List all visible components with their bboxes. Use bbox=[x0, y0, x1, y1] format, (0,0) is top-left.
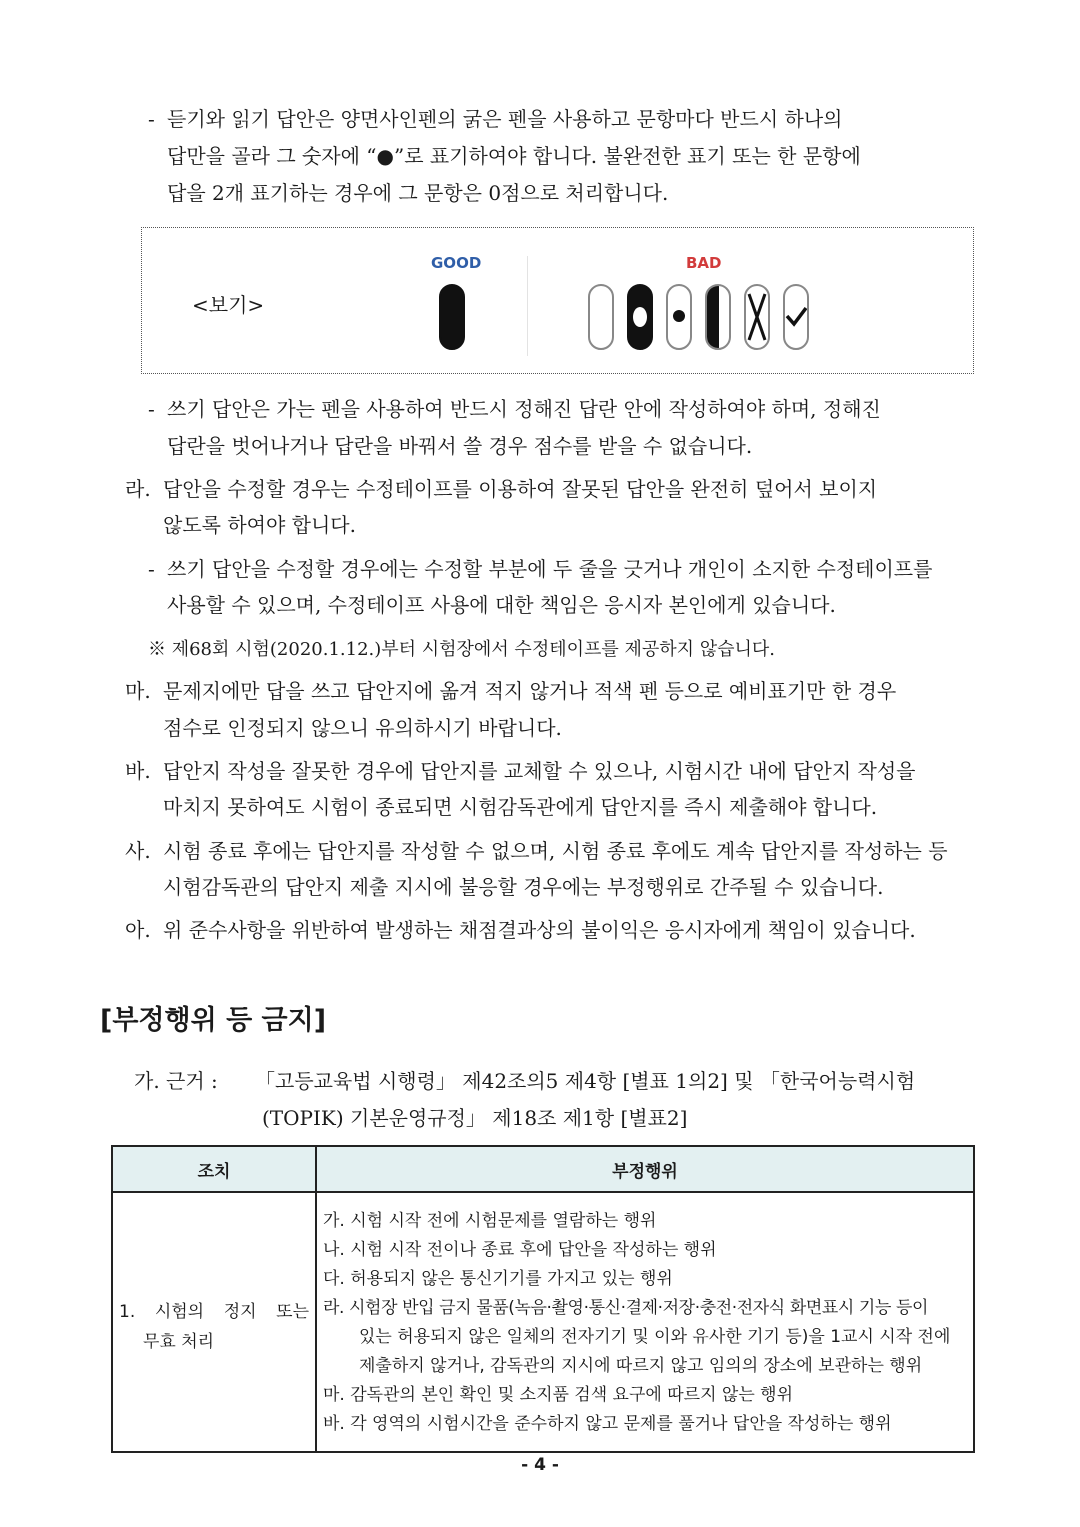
paragraph-line: 답을 2개 표기하는 경우에 그 문항은 0점으로 처리합니다. bbox=[167, 181, 669, 205]
bad-dot-bubble-icon bbox=[666, 284, 692, 350]
bullet-dash: - bbox=[148, 397, 155, 421]
paragraph-line: 시험감독관의 답안지 제출 지시에 불응할 경우에는 부정행위로 간주될 수 있습니다. bbox=[163, 875, 884, 899]
paragraph-line: 듣기와 읽기 답안은 양면사인펜의 굵은 펜을 사용하고 문항마다 반드시 하나의 bbox=[167, 107, 843, 131]
action-text: 1. 시험의 정지 또는 bbox=[119, 1302, 309, 1322]
list-marker: 마. bbox=[125, 679, 151, 703]
paragraph-line: 답안지 작성을 잘못한 경우에 답안지를 교체할 수 있으나, 시험시간 내에 답안지 작성을 bbox=[163, 759, 916, 783]
paragraph-line: 문제지에만 답을 쓰고 답안지에 옮겨 적지 않거나 적색 펜 등으로 예비표기만 한 경우 bbox=[163, 679, 897, 703]
violation-item: 다. 허용되지 않은 통신기기를 가지고 있는 행위 bbox=[323, 1269, 673, 1289]
example-label: <보기> bbox=[192, 293, 265, 317]
violations-cell bbox=[316, 1192, 974, 1452]
table-header-row bbox=[112, 1146, 974, 1192]
header-action: 조치 bbox=[112, 1146, 316, 1192]
violation-item: 나. 시험 시작 전이나 종료 후에 답안을 작성하는 행위 bbox=[323, 1240, 717, 1260]
violation-item: 바. 각 영역의 시험시간을 준수하지 않고 문제를 풀거나 답안을 작성하는 행위 bbox=[323, 1414, 892, 1434]
table-row bbox=[112, 1192, 974, 1452]
paragraph-line: 답란을 벗어나거나 답란을 바꿔서 쓸 경우 점수를 받을 수 없습니다. bbox=[167, 434, 753, 458]
action-cell bbox=[112, 1192, 316, 1452]
list-marker: 바. bbox=[125, 759, 151, 783]
bad-empty-bubble-icon bbox=[588, 284, 614, 350]
bad-x-bubble-icon bbox=[744, 284, 770, 350]
violation-item: 라. 시험장 반입 금지 물품(녹음·촬영·통신·결제·저장·충전·전자식 화면표시 기능 등이 bbox=[323, 1298, 929, 1318]
action-text: 무효 처리 bbox=[143, 1332, 215, 1352]
basis-line: 「고등교육법 시행령」 제42조의5 제4항 [별표 1의2] 및 「한국어능력시험 bbox=[255, 1069, 916, 1093]
paragraph-line: 점수로 인정되지 않으니 유의하시기 바랍니다. bbox=[163, 716, 562, 740]
paragraph-line: 답안을 수정할 경우는 수정테이프를 이용하여 잘못된 답안을 완전히 덮어서 보이지 bbox=[163, 477, 878, 501]
violation-item: 가. 시험 시작 전에 시험문제를 열람하는 행위 bbox=[323, 1211, 657, 1231]
bullet-dash: - bbox=[148, 107, 155, 131]
violation-item: 마. 감독관의 본인 확인 및 소지품 검색 요구에 따르지 않는 행위 bbox=[323, 1385, 793, 1405]
paragraph-line: 사용할 수 있으며, 수정테이프 사용에 대한 책임은 응시자 본인에게 있습니다. bbox=[167, 593, 836, 617]
good-filled-bubble-icon bbox=[439, 284, 465, 350]
violation-table bbox=[111, 1145, 975, 1453]
marking-example-box bbox=[141, 227, 974, 374]
paragraph-line: 시험 종료 후에는 답안지를 작성할 수 없으며, 시험 종료 후에도 계속 답안지를 작성하는 등 bbox=[163, 839, 948, 863]
bad-ring-bubble-icon bbox=[627, 284, 653, 350]
paragraph-line: 마치지 못하여도 시험이 종료되면 시험감독관에게 답안지를 즉시 제출해야 합니다. bbox=[163, 795, 878, 819]
basis-marker: 가. 근거 : bbox=[134, 1069, 218, 1093]
bullet-dash: - bbox=[148, 557, 155, 581]
bad-label: BAD bbox=[686, 254, 722, 272]
paragraph-line: 쓰기 답안을 수정할 경우에는 수정할 부분에 두 줄을 긋거나 개인이 소지한 수정테이프를 bbox=[167, 557, 933, 581]
bad-half-bubble-icon bbox=[705, 284, 731, 350]
example-divider bbox=[527, 256, 528, 356]
list-marker: 사. bbox=[125, 839, 151, 863]
bad-check-bubble-icon bbox=[783, 284, 809, 350]
basis-line: (TOPIK) 기본운영규정」 제18조 제1항 [별표2] bbox=[262, 1106, 688, 1130]
note-text: ※ 제68회 시험(2020.1.12.)부터 시험장에서 수정테이프를 제공하지 않습니다. bbox=[148, 639, 776, 660]
paragraph-line: 위 준수사항을 위반하여 발생하는 채점결과상의 불이익은 응시자에게 책임이 있습니다. bbox=[163, 918, 916, 942]
violation-item-continued: 제출하지 않거나, 감독관의 지시에 따르지 않고 임의의 장소에 보관하는 행위 bbox=[359, 1356, 923, 1376]
list-marker: 라. bbox=[125, 477, 151, 501]
page-number: - 4 - bbox=[521, 1455, 559, 1475]
paragraph-line: 쓰기 답안은 가는 펜을 사용하여 반드시 정해진 답란 안에 작성하여야 하며, 정해진 bbox=[167, 397, 881, 421]
header-violation: 부정행위 bbox=[316, 1146, 974, 1192]
list-marker: 아. bbox=[125, 918, 151, 942]
paragraph-line: 않도록 하여야 합니다. bbox=[163, 513, 356, 537]
violation-item-continued: 있는 허용되지 않은 일체의 전자기기 및 이와 유사한 기기 등)을 1교시 시작 전에 bbox=[359, 1327, 951, 1347]
good-label: GOOD bbox=[431, 254, 482, 272]
paragraph-line: 답만을 골라 그 숫자에 “●”로 표기하여야 합니다. 불완전한 표기 또는 한 문항에 bbox=[167, 144, 861, 168]
section-title: [부정행위 등 금지] bbox=[100, 1005, 327, 1036]
